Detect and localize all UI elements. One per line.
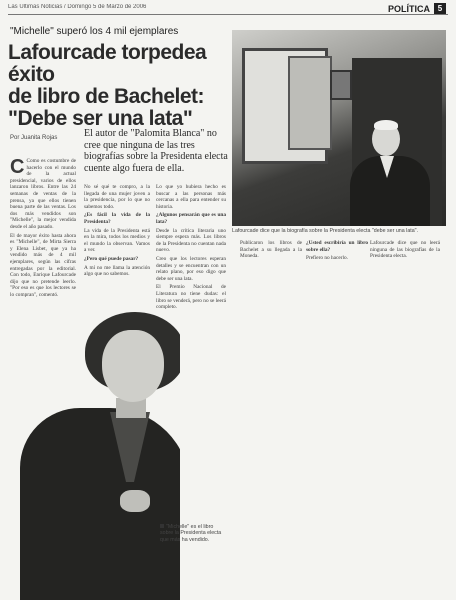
article-paragraph: Prefiero no hacerlo. xyxy=(306,255,348,262)
article-paragraph: A mí no me llama la atención algo que no sabemos. xyxy=(84,264,150,278)
kicker: "Michelle" superó los 4 mil ejemplares xyxy=(10,26,179,37)
drop-cap: C xyxy=(10,158,25,178)
headline xyxy=(8,42,230,130)
article-paragraph: Lo que yo hubiera hecho es buscar a las personas más cercanas a ella para entender su historia. xyxy=(156,184,226,210)
headline-line-3: "Debe ser una lata" xyxy=(8,107,193,130)
headline-line-1: Lafourcade torpedea éxito xyxy=(8,41,207,86)
article-paragraph: Desde la crítica literaria uno siempre espera más. Los libros de la Presidenta no cuentan nada nuevo. xyxy=(156,227,226,254)
article-question: ¿Usted escribiría un libro sobre ella? xyxy=(306,240,368,253)
bachelet-photo xyxy=(0,300,180,600)
page-number: 5 xyxy=(434,3,446,14)
article-question: ¿Es fácil la vida de la Presidenta? xyxy=(84,212,150,225)
article-column-6 xyxy=(370,240,440,280)
article-column-5 xyxy=(306,240,368,280)
byline: Por Juanita Rojas xyxy=(10,135,58,141)
article-paragraph: Lafourcade dice que no leerá ninguna de las biografías de la Presidenta electa. xyxy=(370,240,440,260)
header-rule xyxy=(8,14,448,15)
article-paragraph: No sé qué te compro, a la llegada de una mujer joven a la presidencia, por lo que no sabemos todo. xyxy=(84,184,150,210)
article-paragraph: Creo que los lectores esperan detalles y se encuentran con un relato plano, por eso digo que debe ser una lata. xyxy=(156,255,226,282)
caption-marker-icon xyxy=(160,524,164,528)
photo-caption-bottom: "Michelle" es el libro sobre la Presidenta electa que más ha vendido. xyxy=(160,524,222,543)
article-paragraph: C Como es costumbre de hacerlo con el mundo de la actual presidencial, varios de ellos lanzaron libros. Entre las 24 semanas de ventas de la prensa, ya que ellos tienen buena parte de las ventas. Los dos más vendidos son "Michelle", la mejor vendida desde el año pasado. xyxy=(10,158,76,230)
photo-caption-top: Lafourcade dice que la biografía sobre la Presidenta electa "debe ser una lata". xyxy=(232,228,419,234)
deck: El autor de "Palomita Blanca" no cree que ninguna de las tres biografías sobre la Presidenta electa cuente algo fuera de ella. xyxy=(84,128,228,174)
article-paragraph: Publicaron los libros de Bachelet a su llegada a la Moneda. xyxy=(240,240,302,260)
section-label: POLÍTICA xyxy=(388,4,430,14)
article-paragraph: El Premio Nacional de Literatura no tiene dudas: el libro se venderá, pero no se leerá completo. xyxy=(156,284,226,311)
article-question: ¿Pero qué puede pasar? xyxy=(84,255,139,262)
lafourcade-photo xyxy=(232,30,446,226)
headline-line-2: de libro de Bachelet: xyxy=(8,85,205,108)
article-column-4 xyxy=(240,240,302,280)
publication-dateline: Las Últimas Noticias / Domingo 5 de Marzo de 2006 xyxy=(8,4,147,10)
article-paragraph: La vida de la Presidenta está en la mira, todos los medios y el mundo la observan. Vamos a ver. xyxy=(84,227,150,254)
article-paragraph: El de mayor éxito hasta ahora es "Michelle", de Mirta Sierra y Elena Lisbet, que ya ha vendido más de 4 mil ejemplares, según las cifras entregadas por la editorial. Con todo, Enrique Lafourcade dijo que no pretende leerlo. "Por eso es que los lectores se lo compran", comentó. xyxy=(10,232,76,298)
article-question: ¿Algunos pensarán que es una lata? xyxy=(156,212,226,225)
